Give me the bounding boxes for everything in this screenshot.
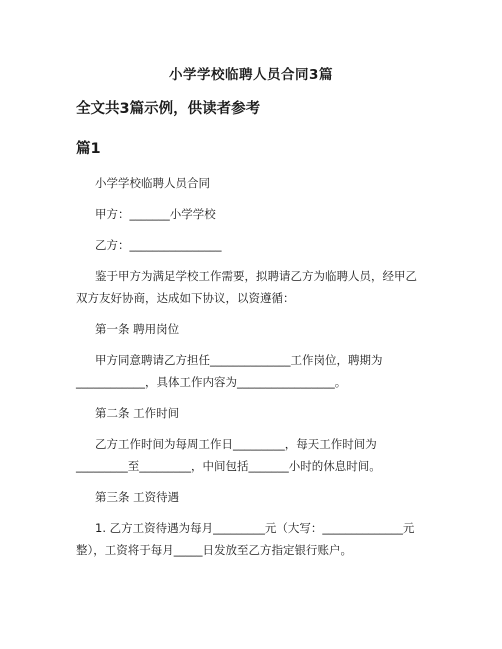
party-a-line: 甲方：_______小学学校 <box>95 207 216 221</box>
document-subtitle: 全文共3篇示例，供读者参考 <box>76 101 261 117</box>
article-1-heading: 第一条 聘用岗位 <box>95 322 180 336</box>
article-3-heading: 第三条 工资待遇 <box>95 490 180 504</box>
article-2-line-1: 乙方工作时间为每周工作日_________，每天工作时间为 <box>95 437 377 451</box>
preamble-line-2: 双方友好协商，达成如下协议，以资遵循： <box>76 291 295 305</box>
article-3-line-2: 整），工资将于每月_____日发放至乙方指定银行账户。 <box>76 543 352 557</box>
article-1-line-1: 甲方同意聘请乙方担任______________工作岗位，聘期为 <box>95 353 383 367</box>
party-b-line: 乙方：________________ <box>95 238 222 252</box>
preamble-line-1: 鉴于甲方为满足学校工作需要，拟聘请乙方为临聘人员，经甲乙 <box>95 269 417 283</box>
article-3-line-1: 1. 乙方工资待遇为每月_________元（大写：______________元 <box>95 521 415 535</box>
article-2-line-2: _________至_________，中间包括_______小时的休息时间。 <box>76 459 381 473</box>
article-2-heading: 第二条 工作时间 <box>95 406 180 420</box>
document-title: 小学学校临聘人员合同3篇 <box>169 67 333 83</box>
section-heading: 篇1 <box>76 141 101 157</box>
article-1-line-2: ____________，具体工作内容为_________________。 <box>76 375 347 389</box>
contract-heading: 小学学校临聘人员合同 <box>95 176 210 190</box>
